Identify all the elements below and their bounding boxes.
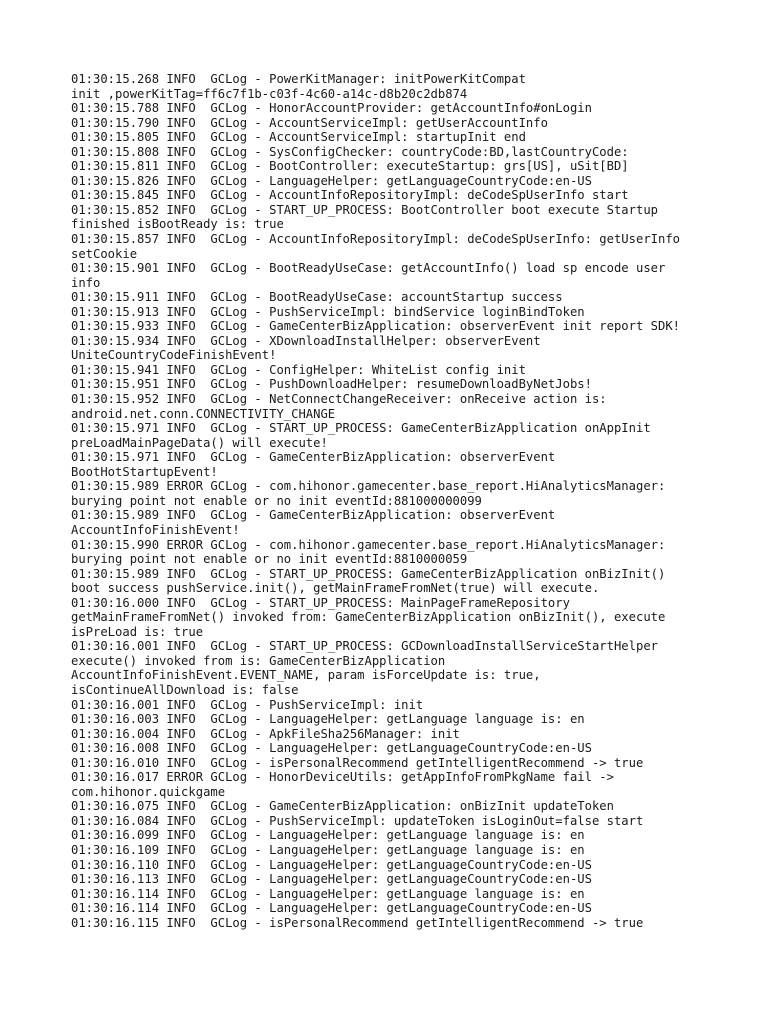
log-line: 01:30:15.934 INFO GCLog - XDownloadInstallHelper: observerEvent [71, 333, 541, 348]
log-line: BootHotStartupEvent! [71, 464, 218, 479]
log-line: burying point not enable or no init eventId:881000000099 [71, 493, 482, 508]
log-text-block [71, 72, 731, 930]
log-line: 01:30:16.114 INFO GCLog - LanguageHelper: getLanguage language is: en [71, 886, 585, 901]
log-line: 01:30:16.017 ERROR GCLog - HonorDeviceUtils: getAppInfoFromPkgName fail -> [71, 770, 614, 785]
log-line: 01:30:15.845 INFO GCLog - AccountInfoRepositoryImpl: deCodeSpUserInfo start [71, 188, 629, 203]
log-line: UniteCountryCodeFinishEvent! [71, 348, 277, 363]
log-line: 01:30:15.990 ERROR GCLog - com.hihonor.gamecenter.base_report.HiAnalyticsManager: [71, 537, 666, 552]
log-line: preLoadMainPageData() will execute! [71, 435, 328, 450]
log-line: 01:30:15.952 INFO GCLog - NetConnectChangeReceiver: onReceive action is: [71, 392, 607, 407]
log-line: isPreLoad is: true [71, 624, 204, 639]
log-line: 01:30:15.805 INFO GCLog - AccountServiceImpl: startupInit end [71, 130, 526, 145]
log-line: getMainFrameFromNet() invoked from: GameCenterBizApplication onBizInit(), execute [71, 610, 666, 625]
log-line: 01:30:15.971 INFO GCLog - START_UP_PROCESS: GameCenterBizApplication onAppInit [71, 421, 651, 436]
log-line: 01:30:15.971 INFO GCLog - GameCenterBizApplication: observerEvent [71, 450, 556, 465]
log-line: 01:30:15.852 INFO GCLog - START_UP_PROCESS: BootController boot execute Startup [71, 202, 658, 217]
log-line: 01:30:15.913 INFO GCLog - PushServiceImpl: bindService loginBindToken [71, 304, 585, 319]
log-line: 01:30:16.001 INFO GCLog - PushServiceImpl: init [71, 697, 424, 712]
log-line: execute() invoked from is: GameCenterBizApplication [71, 653, 446, 668]
log-line: 01:30:16.109 INFO GCLog - LanguageHelper: getLanguage language is: en [71, 842, 585, 857]
log-line: isContinueAllDownload is: false [71, 682, 299, 697]
log-line: com.hihonor.quickgame [71, 784, 226, 799]
log-line: 01:30:15.989 ERROR GCLog - com.hihonor.gamecenter.base_report.HiAnalyticsManager: [71, 479, 666, 494]
log-line: 01:30:15.857 INFO GCLog - AccountInfoRepositoryImpl: deCodeSpUserInfo: getUserInfo [71, 232, 681, 247]
log-line: 01:30:15.901 INFO GCLog - BootReadyUseCase: getAccountInfo() load sp encode user [71, 261, 666, 276]
log-line: burying point not enable or no init eventId:8810000059 [71, 552, 468, 567]
log-line: 01:30:15.268 INFO GCLog - PowerKitManager: initPowerKitCompat [71, 72, 526, 86]
log-line: finished isBootReady is: true [71, 217, 284, 232]
log-line: 01:30:15.951 INFO GCLog - PushDownloadHelper: resumeDownloadByNetJobs! [71, 377, 592, 392]
log-line: 01:30:15.826 INFO GCLog - LanguageHelper: getLanguageCountryCode:en-US [71, 173, 592, 188]
log-line: 01:30:15.933 INFO GCLog - GameCenterBizApplication: observerEvent init report SDK! [71, 319, 681, 334]
log-line: 01:30:16.099 INFO GCLog - LanguageHelper: getLanguage language is: en [71, 828, 585, 843]
log-line: 01:30:15.808 INFO GCLog - SysConfigChecker: countryCode:BD,lastCountryCode: [71, 144, 629, 159]
log-line: 01:30:16.010 INFO GCLog - isPersonalRecommend getIntelligentRecommend -> true [71, 755, 644, 770]
log-line: 01:30:16.113 INFO GCLog - LanguageHelper: getLanguageCountryCode:en-US [71, 872, 592, 887]
log-line: 01:30:15.989 INFO GCLog - START_UP_PROCESS: GameCenterBizApplication onBizInit() [71, 566, 666, 581]
log-line: android.net.conn.CONNECTIVITY_CHANGE [71, 406, 336, 421]
log-line: init ,powerKitTag=ff6c7f1b-c03f-4c60-a14c-d8b20c2db874 [71, 86, 468, 101]
log-line: 01:30:15.811 INFO GCLog - BootController: executeStartup: grs[US], uSit[BD] [71, 159, 629, 174]
log-line: 01:30:15.911 INFO GCLog - BootReadyUseCase: accountStartup success [71, 290, 563, 305]
log-line: 01:30:15.989 INFO GCLog - GameCenterBizApplication: observerEvent [71, 508, 556, 523]
log-line: AccountInfoFinishEvent.EVENT_NAME, param isForceUpdate is: true, [71, 668, 541, 683]
log-line: 01:30:15.790 INFO GCLog - AccountServiceImpl: getUserAccountInfo [71, 115, 548, 130]
log-line: 01:30:16.115 INFO GCLog - isPersonalRecommend getIntelligentRecommend -> true [71, 915, 644, 930]
log-line: 01:30:16.110 INFO GCLog - LanguageHelper: getLanguageCountryCode:en-US [71, 857, 592, 872]
log-line: 01:30:16.075 INFO GCLog - GameCenterBizApplication: onBizInit updateToken [71, 799, 614, 814]
log-line: 01:30:16.003 INFO GCLog - LanguageHelper: getLanguage language is: en [71, 712, 585, 727]
log-line: boot success pushService.init(), getMainFrameFromNet(true) will execute. [71, 581, 600, 596]
log-line: 01:30:15.941 INFO GCLog - ConfigHelper: WhiteList config init [71, 362, 526, 377]
log-line: 01:30:16.001 INFO GCLog - START_UP_PROCESS: GCDownloadInstallServiceStartHelper [71, 639, 658, 654]
log-line: info [71, 275, 101, 290]
log-line: 01:30:15.788 INFO GCLog - HonorAccountProvider: getAccountInfo#onLogin [71, 101, 592, 116]
log-line: 01:30:16.084 INFO GCLog - PushServiceImpl: updateToken isLoginOut=false start [71, 813, 644, 828]
log-line: AccountInfoFinishEvent! [71, 522, 240, 537]
log-line: 01:30:16.004 INFO GCLog - ApkFileSha256Manager: init [71, 726, 460, 741]
log-line: 01:30:16.114 INFO GCLog - LanguageHelper: getLanguageCountryCode:en-US [71, 901, 592, 916]
log-line: 01:30:16.008 INFO GCLog - LanguageHelper: getLanguageCountryCode:en-US [71, 741, 592, 756]
log-line: setCookie [71, 246, 138, 261]
log-line: 01:30:16.000 INFO GCLog - START_UP_PROCESS: MainPageFrameRepository [71, 595, 570, 610]
